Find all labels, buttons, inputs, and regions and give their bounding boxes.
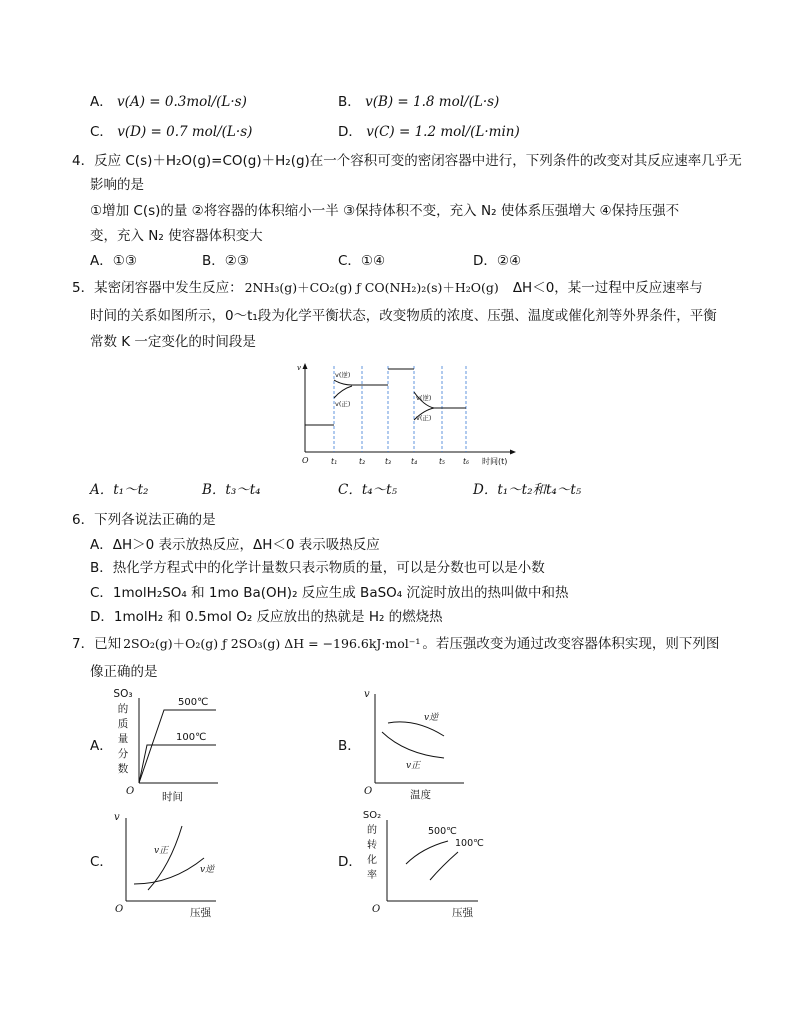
q7-graph-c-curve-reverse bbox=[134, 858, 204, 884]
q7-equation: 2SO₂(g)＋O₂(g) ƒ 2SO₃(g) ΔH = −196.6kJ·mol⁻¹ bbox=[123, 636, 421, 651]
q7-graph-a-xlabel: 时间 bbox=[162, 791, 183, 803]
q5-y-axis-arrow bbox=[303, 363, 308, 369]
q7-graph-d-ylabel-5: 率 bbox=[367, 870, 377, 881]
q7-graph-b-curve-forward bbox=[382, 732, 444, 758]
q5-x-label: 时间(t) bbox=[482, 457, 508, 466]
q5-origin: O bbox=[302, 456, 309, 465]
q5-stem-line3: 常数 K 一定变化的时间段是 bbox=[90, 334, 256, 350]
q7-graph-c bbox=[112, 808, 230, 920]
q5-tick-t6: t₆ bbox=[463, 457, 469, 466]
q7-stem-tail: 。若压强改变为通过改变容器体积实现，则下列图 bbox=[422, 636, 720, 652]
q7-graph-a-origin: O bbox=[126, 786, 135, 797]
q7-graph-b-label-forward: v正 bbox=[406, 761, 421, 771]
q7-graph-d-curve-100 bbox=[430, 852, 458, 880]
q7-stem-line1 bbox=[72, 634, 719, 654]
q5-rate-time-graph bbox=[290, 358, 520, 470]
q7-graph-c-xlabel: 压强 bbox=[190, 907, 211, 919]
q7-graph-b-curve-reverse bbox=[388, 722, 444, 736]
q5-tick-t3: t₃ bbox=[385, 457, 391, 466]
q7-graph-c-letter: C． bbox=[90, 854, 113, 870]
q4-conditions-line2: 变，充入 N₂ 使容器体积变大 bbox=[90, 228, 263, 244]
q4-option-b: B．②③ bbox=[202, 253, 249, 269]
q6-option-b: B．热化学方程式中的化学计量数只表示物质的量，可以是分数也可以是小数 bbox=[90, 560, 545, 576]
q7-graph-b-xlabel: 温度 bbox=[410, 789, 431, 801]
q4-option-c: C．①④ bbox=[338, 253, 386, 269]
q7-graph-a-ylabel-5: 分 bbox=[117, 748, 129, 760]
q3-option-a-letter: A． bbox=[90, 94, 113, 110]
q3-option-c bbox=[90, 122, 252, 142]
q5-option-c: C．t₄～t₅ bbox=[338, 482, 398, 498]
q7-graph-a-curve-500 bbox=[139, 710, 216, 783]
q7-graph-b-origin: O bbox=[364, 786, 373, 797]
q7-graph-d-label-100: 100℃ bbox=[455, 838, 484, 849]
q4-conditions-line1: ①增加 C(s)的量 ②将容器的体积缩小一半 ③保持体积不变，充入 N₂ 使体系压强增大 ④保持压强不 bbox=[90, 203, 680, 219]
q7-graph-a-label-100: 100℃ bbox=[176, 732, 207, 743]
q7-graph-d bbox=[360, 808, 490, 920]
q7-graph-d-ylabel-4: 化 bbox=[367, 855, 377, 866]
q7-graph-a-ylabel-3: 质 bbox=[117, 718, 129, 730]
q5-stem-line2: 时间的关系如图所示，0～t₁段为化学平衡状态，改变物质的浓度、压强、温度或催化剂等外界条件，平衡 bbox=[90, 308, 717, 324]
q3-option-c-value: v(D) = 0.7 mol/(L·s) bbox=[117, 124, 253, 140]
q3-option-a-value: v(A) = 0.3mol/(L·s) bbox=[117, 94, 247, 110]
q7-graph-a-ylabel-2: 的 bbox=[117, 703, 129, 715]
q7-stem-intro: 7．已知 bbox=[72, 636, 122, 652]
q4-stem-line2: 影响的是 bbox=[90, 177, 144, 193]
q6-stem: 6．下列各说法正确的是 bbox=[72, 512, 216, 528]
q5-tick-t2: t₂ bbox=[359, 457, 365, 466]
q7-graph-d-xlabel: 压强 bbox=[452, 907, 473, 919]
q5-label-reverse-2: v(逆) bbox=[416, 394, 432, 402]
q3-option-d bbox=[338, 122, 520, 142]
q5-time-markers bbox=[334, 366, 466, 452]
q5-tick-t5: t₅ bbox=[439, 457, 445, 466]
q6-option-c: C．1molH₂SO₄ 和 1mo Ba(OH)₂ 反应生成 BaSO₄ 沉淀时放出的热叫做中和热 bbox=[90, 585, 569, 601]
q5-option-d: D．t₁～t₂和t₄～t₅ bbox=[473, 482, 582, 498]
q7-graph-d-curve-500 bbox=[406, 841, 448, 864]
q7-graph-d-origin: O bbox=[372, 904, 381, 915]
q4-option-a: A．①③ bbox=[90, 253, 137, 269]
q7-graph-a bbox=[112, 686, 230, 804]
q7-graph-a-label-500: 500℃ bbox=[178, 697, 209, 708]
q7-graph-c-origin: O bbox=[115, 904, 124, 915]
q7-stem-line2: 像正确的是 bbox=[90, 664, 158, 680]
q5-forward-rate-t1 bbox=[334, 386, 352, 398]
q5-tick-t1: t₁ bbox=[331, 457, 337, 466]
q3-option-a bbox=[90, 92, 247, 112]
q5-label-forward-2: v(正) bbox=[416, 414, 432, 422]
q7-graph-c-curve-forward bbox=[148, 826, 182, 890]
q5-equation: 2NH₃(g)＋CO₂(g) ƒ CO(NH₂)₂(s)＋H₂O(g) bbox=[244, 280, 499, 295]
q7-graph-c-ylabel: v bbox=[114, 812, 120, 823]
q7-graph-a-ylabel-6: 数 bbox=[117, 763, 129, 775]
q7-graph-a-letter: A． bbox=[90, 738, 113, 754]
q7-graph-d-ylabel-1: SO₂ bbox=[362, 810, 382, 821]
q7-graph-b-label-reverse: v逆 bbox=[424, 713, 439, 723]
q7-graph-d-letter: D． bbox=[338, 854, 362, 870]
q4-stem-line1: 4．反应 C(s)＋H₂O(g)=CO(g)＋H₂(g)在一个容积可变的密闭容器中进行，下列条件的改变对其反应速率几乎无 bbox=[72, 153, 742, 169]
q7-graph-a-ylabel-4: 量 bbox=[117, 733, 129, 745]
q3-option-d-value: v(C) = 1.2 mol/(L·min) bbox=[366, 124, 520, 140]
q5-stem-intro: 5．某密闭容器中发生反应： bbox=[72, 280, 243, 296]
q7-graph-d-label-500: 500℃ bbox=[428, 826, 457, 837]
q7-graph-b bbox=[360, 686, 470, 804]
q3-option-b-letter: B． bbox=[338, 94, 361, 110]
q7-graph-d-ylabel-3: 转 bbox=[367, 840, 377, 851]
q7-graph-c-label-forward: v正 bbox=[154, 846, 169, 856]
q5-option-b: B．t₃～t₄ bbox=[202, 482, 261, 498]
q6-option-d: D．1molH₂ 和 0.5mol O₂ 反应放出的热就是 H₂ 的燃烧热 bbox=[90, 609, 443, 625]
q6-option-a: A．ΔH＞0 表示放热反应，ΔH＜0 表示吸热反应 bbox=[90, 537, 380, 553]
q7-graph-b-ylabel: v bbox=[364, 689, 370, 700]
q5-reverse-rate-t1 bbox=[334, 380, 388, 385]
q5-y-label: v bbox=[297, 364, 301, 372]
q4-option-d: D．②④ bbox=[473, 253, 522, 269]
q7-graph-a-ylabel-1: SO₃ bbox=[113, 688, 133, 700]
q7-graph-c-label-reverse: v逆 bbox=[200, 865, 215, 875]
q5-label-reverse-1: v(逆) bbox=[335, 371, 351, 379]
q5-option-a: A．t₁～t₂ bbox=[90, 482, 149, 498]
q5-stem-tail: ΔH＜0，某一过程中反应速率与 bbox=[512, 280, 703, 296]
q3-option-b-value: v(B) = 1.8 mol/(L·s) bbox=[365, 94, 500, 110]
q3-option-c-letter: C． bbox=[90, 124, 113, 140]
q5-x-axis-arrow bbox=[510, 450, 516, 455]
q3-option-b bbox=[338, 92, 499, 112]
q7-graph-b-letter: B． bbox=[338, 738, 361, 754]
q7-graph-d-ylabel-2: 的 bbox=[367, 825, 377, 836]
q5-stem-line1 bbox=[72, 278, 703, 298]
q5-label-forward-1: v(正) bbox=[335, 400, 351, 408]
q5-tick-t4: t₄ bbox=[411, 457, 417, 466]
q3-option-d-letter: D． bbox=[338, 124, 362, 140]
